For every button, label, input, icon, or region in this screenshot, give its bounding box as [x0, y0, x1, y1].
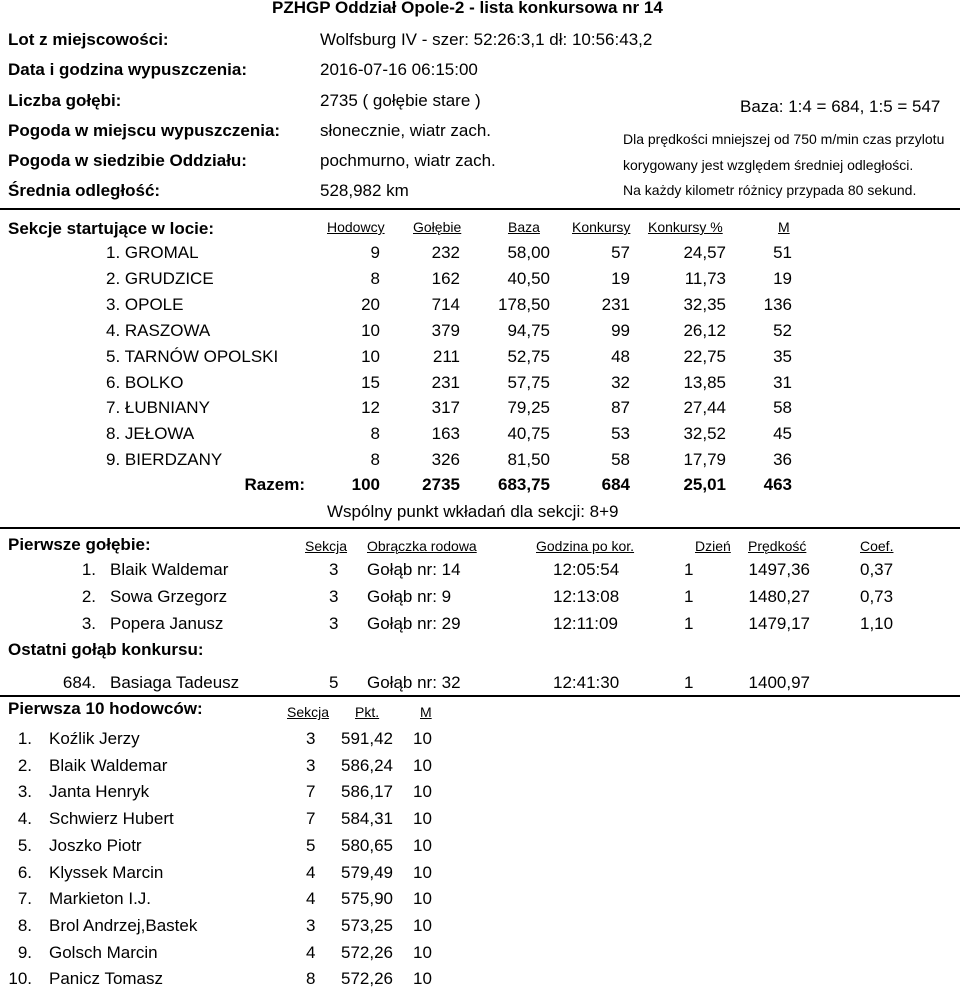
- section-golebie: 326: [431, 450, 460, 470]
- section-konkursy: 99: [611, 320, 630, 340]
- header-hodowcy: Hodowcy: [327, 219, 385, 235]
- section-m: 35: [773, 346, 792, 366]
- first-ring: Gołąb nr: 29: [367, 614, 461, 633]
- top10-sekcja: 4: [306, 889, 316, 909]
- section-m: 36: [773, 450, 792, 470]
- top10-m: 10: [413, 835, 432, 855]
- top10-name: Brol Andrzej,Bastek: [49, 915, 198, 935]
- total-konkursy: 684: [601, 475, 630, 494]
- liczba-label: Liczba gołębi:: [8, 91, 122, 110]
- section-konkursy: 231: [601, 294, 630, 314]
- top10-sekcja: 3: [306, 729, 316, 748]
- section-golebie: 317: [431, 398, 460, 418]
- section-hodowcy: 20: [361, 294, 380, 314]
- section-proc: 32,52: [683, 424, 726, 444]
- section-name: 7. ŁUBNIANY: [106, 398, 210, 418]
- liczba-value: 2735 ( gołębie stare ): [320, 91, 481, 110]
- top10-name: Koźlik Jerzy: [49, 729, 140, 748]
- section-hodowcy: 12: [361, 398, 380, 418]
- section-proc: 32,35: [683, 294, 726, 314]
- top10-name: Janta Henryk: [49, 782, 150, 802]
- section-golebie: 379: [431, 320, 460, 340]
- top10-sekcja: 3: [306, 755, 316, 775]
- sections-label: Sekcje startujące w locie:: [8, 219, 214, 238]
- top10-m: 10: [413, 889, 432, 909]
- last-day: 1: [684, 673, 694, 692]
- section-konkursy: 48: [611, 346, 630, 366]
- top10-sekcja: 7: [306, 782, 316, 802]
- section-proc: 13,85: [683, 372, 726, 392]
- first-name: Blaik Waldemar: [110, 560, 229, 579]
- section-golebie: 162: [431, 268, 460, 288]
- total-golebie: 2735: [422, 475, 460, 494]
- section-hodowcy: 8: [370, 268, 380, 288]
- top10-pkt: 579,49: [341, 862, 393, 882]
- section-golebie: 232: [431, 243, 460, 262]
- note-line-2: korygowany jest względem średniej odległości.: [623, 157, 914, 173]
- top10-header-m: M: [420, 704, 432, 720]
- total-proc: 25,01: [683, 475, 726, 494]
- pogoda2-value: pochmurno, wiatr zach.: [320, 151, 496, 170]
- section-m: 58: [773, 398, 792, 418]
- top10-sekcja: 4: [306, 942, 316, 962]
- top10-no: 9.: [17, 942, 32, 962]
- section-baza: 79,25: [507, 398, 550, 418]
- section-proc: 24,57: [683, 243, 726, 262]
- section-proc: 27,44: [683, 398, 726, 418]
- section-name: 8. JEŁOWA: [106, 424, 195, 444]
- divider-top: [0, 208, 960, 210]
- section-name: 9. BIERDZANY: [106, 450, 223, 470]
- section-konkursy: 57: [611, 243, 630, 262]
- section-proc: 22,75: [683, 346, 726, 366]
- first-name: Sowa Grzegorz: [110, 587, 228, 606]
- top10-header-pkt: Pkt.: [355, 704, 380, 720]
- top10-name: Klyssek Marcin: [49, 862, 164, 882]
- top10-m: 10: [413, 862, 432, 882]
- top10-pkt: 586,24: [341, 755, 393, 775]
- section-name: 1. GROMAL: [106, 243, 199, 262]
- top10-no: 3.: [17, 782, 32, 802]
- section-m: 31: [773, 372, 792, 392]
- top10-no: 6.: [17, 862, 32, 882]
- wspolny-text: Wspólny punkt wkładań dla sekcji: 8+9: [327, 502, 619, 521]
- section-konkursy: 53: [611, 424, 630, 444]
- first-speed: 1480,27: [748, 587, 810, 606]
- first-header-coef: Coef.: [860, 538, 894, 554]
- top10-no: 2.: [17, 755, 32, 775]
- top10-m: 10: [413, 942, 432, 962]
- section-name: 3. OPOLE: [106, 294, 184, 314]
- first-day: 1: [684, 587, 694, 606]
- top10-name: Golsch Marcin: [49, 942, 158, 962]
- last-label: Ostatni gołąb konkursu:: [8, 640, 204, 659]
- first-no: 2.: [81, 587, 96, 606]
- note-line-3: Na każdy kilometr różnicy przypada 80 sekund.: [623, 182, 917, 198]
- section-konkursy: 87: [611, 398, 630, 418]
- header-konkursy-proc: Konkursy %: [648, 219, 723, 235]
- page-title: PZHGP Oddział Opole-2 - lista konkursowa nr 14: [272, 0, 663, 17]
- section-hodowcy: 8: [370, 424, 380, 444]
- last-sekcja: 5: [329, 673, 339, 692]
- section-golebie: 163: [431, 424, 460, 444]
- last-name: Basiaga Tadeusz: [110, 673, 240, 692]
- first-time: 12:05:54: [553, 560, 620, 579]
- first-header-ring: Obrączka rodowa: [367, 538, 477, 554]
- note-line-1: Dla prędkości mniejszej od 750 m/min czas przylotu: [623, 131, 945, 147]
- top10-pkt: 573,25: [341, 915, 393, 935]
- first-coef: 0,37: [860, 560, 894, 579]
- top10-m: 10: [413, 915, 432, 935]
- total-m: 463: [763, 475, 792, 494]
- pogoda1-value: słonecznie, wiatr zach.: [320, 121, 492, 140]
- top10-name: Schwierz Hubert: [49, 809, 174, 829]
- top10-name: Blaik Waldemar: [49, 755, 168, 775]
- section-name: 5. TARNÓW OPOLSKI: [106, 346, 279, 366]
- first-sekcja: 3: [329, 614, 339, 633]
- section-proc: 11,73: [684, 268, 726, 288]
- section-name: 6. BOLKO: [106, 372, 184, 392]
- header-konkursy: Konkursy: [572, 219, 631, 235]
- divider-middle: [0, 527, 960, 529]
- first-header-day: Dzień: [695, 538, 731, 554]
- top10-no: 5.: [17, 835, 32, 855]
- header-baza: Baza: [508, 219, 540, 235]
- top10-no: 4.: [17, 809, 32, 829]
- top10-pkt: 575,90: [341, 889, 393, 909]
- first-coef: 0,73: [860, 587, 894, 606]
- top10-pkt: 591,42: [341, 729, 393, 748]
- top10-header-sekcja: Sekcja: [287, 704, 330, 720]
- section-konkursy: 19: [611, 268, 630, 288]
- top10-sekcja: 5: [306, 835, 316, 855]
- section-baza: 178,50: [498, 294, 550, 314]
- first-label: Pierwsze gołębie:: [8, 535, 151, 554]
- first-coef: 1,10: [860, 614, 894, 633]
- pogoda2-label: Pogoda w siedzibie Oddziału:: [8, 151, 247, 170]
- first-speed: 1497,36: [748, 560, 810, 579]
- section-m: 45: [773, 424, 792, 444]
- lot-value: Wolfsburg IV - szer: 52:26:3,1 dł: 10:56:43,2: [320, 30, 653, 49]
- top10-pkt: 584,31: [341, 809, 393, 829]
- baza-text: Baza: 1:4 = 684, 1:5 = 547: [740, 97, 941, 116]
- section-baza: 94,75: [507, 320, 550, 340]
- total-hodowcy: 100: [351, 475, 380, 494]
- last-ring: Gołąb nr: 32: [367, 673, 461, 692]
- section-golebie: 714: [431, 294, 460, 314]
- divider-bottom: [0, 695, 960, 697]
- top10-pkt: 572,26: [341, 942, 393, 962]
- first-no: 3.: [81, 614, 96, 633]
- top10-sekcja: 8: [306, 969, 316, 989]
- top10-pkt: 580,65: [341, 835, 393, 855]
- last-time: 12:41:30: [553, 673, 620, 692]
- top10-m: 10: [413, 969, 432, 989]
- section-name: 2. GRUDZICE: [106, 268, 214, 288]
- first-ring: Gołąb nr: 9: [367, 587, 452, 606]
- top10-no: 1.: [17, 729, 32, 748]
- section-proc: 17,79: [683, 450, 726, 470]
- srednia-value: 528,982 km: [320, 181, 409, 200]
- top10-pkt: 572,26: [341, 969, 393, 989]
- first-header-sekcja: Sekcja: [305, 538, 348, 554]
- section-hodowcy: 10: [361, 320, 380, 340]
- section-m: 51: [773, 243, 792, 262]
- total-baza: 683,75: [498, 475, 550, 494]
- first-no: 1.: [81, 560, 96, 579]
- top10-m: 10: [413, 809, 432, 829]
- first-sekcja: 3: [329, 560, 339, 579]
- section-hodowcy: 15: [361, 372, 380, 392]
- data-label: Data i godzina wypuszczenia:: [8, 60, 247, 79]
- first-header-time: Godzina po kor.: [536, 538, 635, 554]
- first-ring: Gołąb nr: 14: [367, 560, 461, 579]
- top10-sekcja: 4: [306, 862, 316, 882]
- first-time: 12:11:09: [553, 614, 618, 633]
- first-time: 12:13:08: [553, 587, 620, 606]
- top10-m: 10: [413, 729, 432, 748]
- first-sekcja: 3: [329, 587, 339, 606]
- section-hodowcy: 9: [370, 243, 380, 262]
- data-value: 2016-07-16 06:15:00: [320, 60, 478, 79]
- section-konkursy: 58: [611, 450, 630, 470]
- section-hodowcy: 8: [370, 450, 380, 470]
- section-hodowcy: 10: [361, 346, 380, 366]
- section-baza: 57,75: [507, 372, 550, 392]
- section-m: 19: [773, 268, 792, 288]
- lot-label: Lot z miejscowości:: [8, 30, 169, 49]
- section-baza: 40,50: [507, 268, 550, 288]
- top10-pkt: 586,17: [341, 782, 393, 802]
- top10-m: 10: [413, 782, 432, 802]
- top10-label: Pierwsza 10 hodowców:: [8, 699, 203, 718]
- section-proc: 26,12: [683, 320, 726, 340]
- section-konkursy: 32: [611, 372, 630, 392]
- top10-no: 10.: [8, 969, 32, 989]
- first-day: 1: [684, 560, 694, 579]
- section-m: 136: [763, 294, 792, 314]
- top10-no: 7.: [17, 889, 32, 909]
- last-no: 684.: [62, 673, 96, 692]
- first-header-speed: Prędkość: [748, 538, 807, 554]
- section-baza: 58,00: [507, 243, 550, 262]
- section-golebie: 211: [432, 346, 460, 366]
- section-baza: 40,75: [507, 424, 550, 444]
- top10-name: Markieton I.J.: [49, 889, 152, 909]
- header-m: M: [778, 219, 790, 235]
- first-day: 1: [684, 614, 694, 633]
- srednia-label: Średnia odległość:: [8, 181, 161, 200]
- section-baza: 52,75: [507, 346, 550, 366]
- top10-name: Panicz Tomasz: [49, 969, 164, 989]
- top10-sekcja: 3: [306, 915, 316, 935]
- header-golebie: Gołębie: [413, 219, 462, 235]
- top10-sekcja: 7: [306, 809, 316, 829]
- pogoda1-label: Pogoda w miejscu wypuszczenia:: [8, 121, 281, 140]
- top10-no: 8.: [17, 915, 32, 935]
- first-speed: 1479,17: [748, 614, 810, 633]
- top10-name: Joszko Piotr: [49, 835, 142, 855]
- section-golebie: 231: [431, 372, 460, 392]
- total-label: Razem:: [244, 475, 305, 494]
- section-name: 4. RASZOWA: [106, 320, 211, 340]
- top10-m: 10: [413, 755, 432, 775]
- section-baza: 81,50: [507, 450, 550, 470]
- first-name: Popera Janusz: [110, 614, 224, 633]
- section-m: 52: [773, 320, 792, 340]
- last-speed: 1400,97: [748, 673, 810, 692]
